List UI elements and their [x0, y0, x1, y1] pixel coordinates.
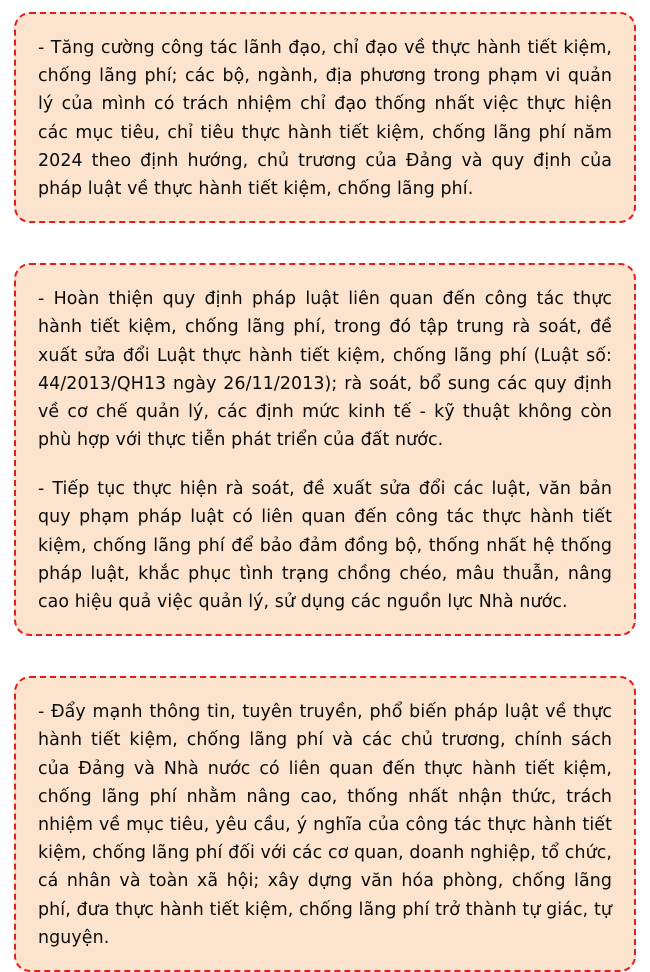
paragraph: - Tiếp tục thực hiện rà soát, đề xuất sửa đổi các luật, văn bản quy phạm pháp luật có liên quan đến công tác thực hành tiết kiệm, chống lãng phí để bảo đảm đồng bộ, thống nhất hệ thống pháp luật, khắc phục tình trạng chồng chéo, mâu thuẫn, nâng cao hiệu quả việc quản lý, sử dụng các nguồn lực Nhà nước. — [38, 479, 612, 612]
content-card-1 — [14, 12, 636, 223]
paragraph: - Đẩy mạnh thông tin, tuyên truyền, phổ biến pháp luật về thực hành tiết kiệm, chống lãng phí và các chủ trương, chính sách của Đảng và Nhà nước có liên quan đến thực hành tiết kiệm, chống lãng phí nhằm nâng cao, thống nhất nhận thức, trách nhiệm về mục tiêu, yêu cầu, ý nghĩa của công tác thực hành tiết kiệm, chống lãng phí đối với các cơ quan, doanh nghiệp, tổ chức, cá nhân và toàn xã hội; xây dựng văn hóa phòng, chống lãng phí, đưa thực hành tiết kiệm, chống lãng phí trở thành tự giác, tự nguyện. — [38, 702, 612, 948]
paragraph: - Hoàn thiện quy định pháp luật liên quan đến công tác thực hành tiết kiệm, chống lãng phí, trong đó tập trung rà soát, đề xuất sửa đổi Luật thực hành tiết kiệm, chống lãng phí (Luật số: 44/2013/QH13 ngày 26/11/2013); rà soát, bổ sung các quy định về cơ chế quản lý, các định mức kinh tế - kỹ thuật không còn phù hợp với thực tiễn phát triển của đất nước. — [38, 289, 612, 451]
paragraph: - Tăng cường công tác lãnh đạo, chỉ đạo về thực hành tiết kiệm, chống lãng phí; các bộ, ngành, địa phương trong phạm vi quản lý của mình có trách nhiệm chỉ đạo thống nhất việc thực hiện các mục tiêu, chỉ tiêu thực hành tiết kiệm, chống lãng phí năm 2024 theo định hướng, chủ trương của Đảng và quy định của pháp luật về thực hành tiết kiệm, chống lãng phí. — [38, 38, 612, 199]
content-card-3 — [14, 676, 636, 972]
content-card-2 — [14, 263, 636, 636]
